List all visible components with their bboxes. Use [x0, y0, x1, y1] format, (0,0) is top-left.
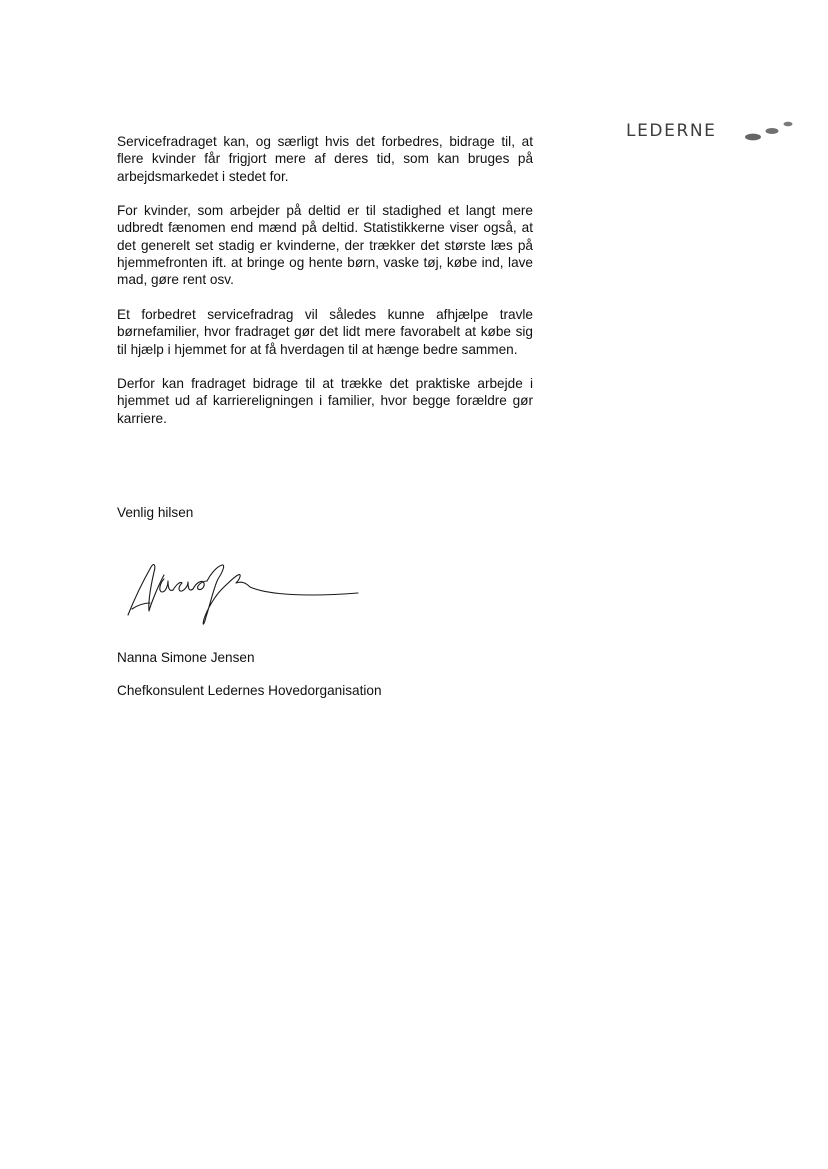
- paragraph-1: Servicefradraget kan, og særligt hvis det forbedres, bidrage til, at flere kvinder får frigjort mere af deres tid, som kan bruges på arbejdsmarkedet i stedet for.: [117, 134, 533, 184]
- letter-body: [117, 133, 533, 444]
- closing-salutation: Venlig hilsen: [117, 505, 194, 520]
- handwritten-signature: [118, 545, 368, 635]
- paragraph-2: For kvinder, som arbejder på deltid er til stadighed et langt mere udbredt fænomen end mænd på deltid. Statistikkerne viser også, at det generelt set stadig er kvinderne, der trækker det største læs på hjemmefronten ift. at bringe og hente børn, vaske tøj, købe ind, lave mad, gøre rent osv.: [117, 203, 533, 288]
- logo-wordmark: LEDERNE: [626, 121, 717, 141]
- paragraph-3: Et forbedret servicefradrag vil således kunne afhjælpe travle børnefamilier, hvor fradraget gør det lidt mere favorabelt at købe sig til hjælp i hjemmet for at få hverdagen til at hænge bedre sammen.: [117, 306, 533, 357]
- logo-dots-icon: [744, 118, 796, 144]
- paragraph-4: Derfor kan fradraget bidrage til at trække det praktiske arbejde i hjemmet ud af karriereligningen i familier, hvor begge forældre gør karriere.: [117, 376, 533, 426]
- signer-title: Chefkonsulent Ledernes Hovedorganisation: [117, 683, 382, 698]
- ledere-logo: [626, 118, 796, 148]
- signer-name: Nanna Simone Jensen: [117, 650, 255, 665]
